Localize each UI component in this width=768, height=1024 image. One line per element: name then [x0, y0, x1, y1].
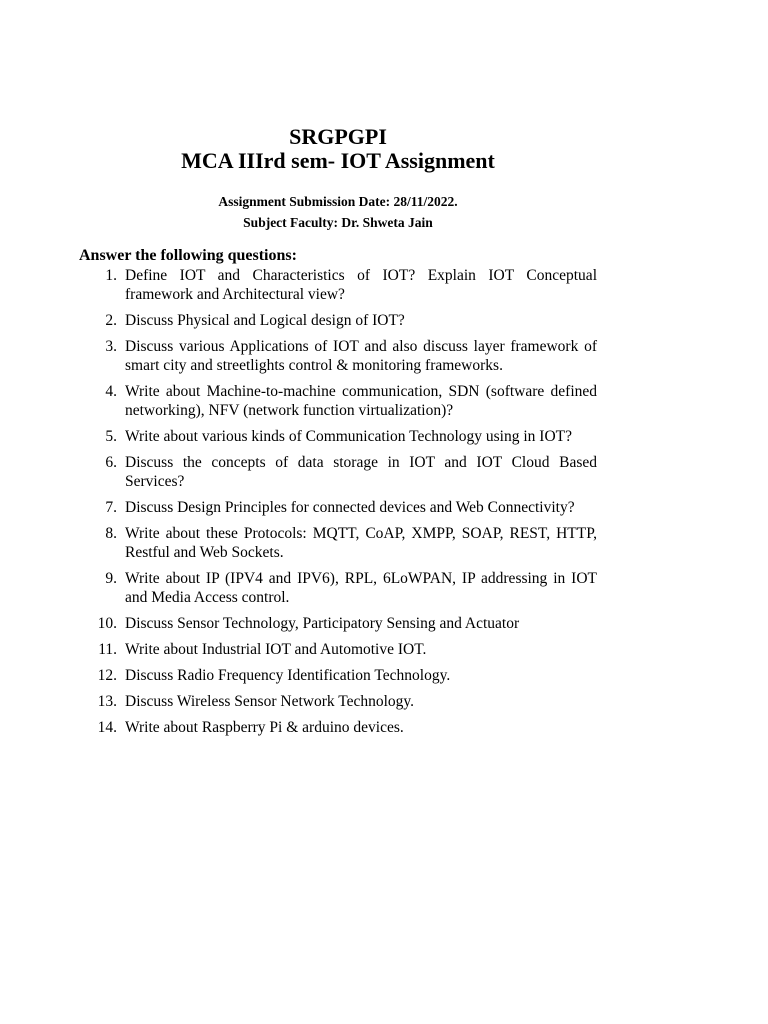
- question-number: 7.: [105, 499, 117, 516]
- question-item: [95, 666, 597, 685]
- question-number: 2.: [105, 312, 117, 329]
- question-number: 9.: [105, 570, 117, 587]
- question-number: 4.: [105, 383, 117, 400]
- question-text: Write about these Protocols: MQTT, CoAP, XMPP, SOAP, REST, HTTP, Restful and Web Sockets.: [125, 525, 597, 561]
- question-item: [95, 524, 597, 562]
- question-number: 14.: [97, 719, 117, 736]
- question-number: 8.: [105, 525, 117, 542]
- institution-name: SRGPGPI: [289, 124, 387, 149]
- question-text: Discuss Radio Frequency Identification Technology.: [125, 667, 451, 684]
- question-text: Discuss various Applications of IOT and also discuss layer framework of smart city and streetlights control & monitoring frameworks.: [125, 338, 597, 374]
- question-item: [95, 498, 597, 517]
- question-list: [95, 266, 597, 744]
- question-text: Discuss Wireless Sensor Network Technology.: [125, 693, 415, 710]
- question-number: 3.: [105, 338, 117, 355]
- question-number: 10.: [97, 615, 117, 632]
- question-text: Write about Industrial IOT and Automotive IOT.: [125, 641, 427, 658]
- question-item: [95, 569, 597, 607]
- question-text: Write about various kinds of Communication Technology using in IOT?: [125, 428, 573, 445]
- question-item: [95, 718, 597, 737]
- question-number: 1.: [105, 267, 117, 284]
- question-item: [95, 311, 597, 330]
- question-item: [95, 337, 597, 375]
- question-number: 12.: [97, 667, 117, 684]
- question-text: Write about Raspberry Pi & arduino devices.: [125, 719, 404, 736]
- question-text: Discuss the concepts of data storage in IOT and IOT Cloud Based Services?: [125, 454, 597, 490]
- question-text: Write about IP (IPV4 and IPV6), RPL, 6LoWPAN, IP addressing in IOT and Media Access control.: [125, 570, 597, 606]
- question-item: [95, 266, 597, 304]
- question-item: [95, 614, 597, 633]
- question-number: 11.: [98, 641, 117, 658]
- question-item: [95, 640, 597, 659]
- assignment-title: MCA IIIrd sem- IOT Assignment: [181, 148, 495, 173]
- subject-faculty: Subject Faculty: Dr. Shweta Jain: [243, 215, 433, 230]
- question-number: 6.: [105, 454, 117, 471]
- question-item: [95, 382, 597, 420]
- submission-date: Assignment Submission Date: 28/11/2022.: [218, 194, 458, 209]
- question-item: [95, 692, 597, 711]
- question-item: [95, 427, 597, 446]
- question-text: Define IOT and Characteristics of IOT? Explain IOT Conceptual framework and Architectural view?: [125, 267, 597, 303]
- question-text: Discuss Physical and Logical design of IOT?: [125, 312, 405, 329]
- question-number: 13.: [97, 693, 117, 710]
- question-text: Write about Machine-to-machine communication, SDN (software defined networking), NFV (network function virtualization)?: [125, 383, 597, 419]
- question-text: Discuss Sensor Technology, Participatory Sensing and Actuator: [125, 615, 520, 632]
- instruction-heading: Answer the following questions:: [79, 247, 297, 264]
- question-text: Discuss Design Principles for connected devices and Web Connectivity?: [125, 499, 575, 516]
- question-number: 5.: [105, 428, 117, 445]
- question-item: [95, 453, 597, 491]
